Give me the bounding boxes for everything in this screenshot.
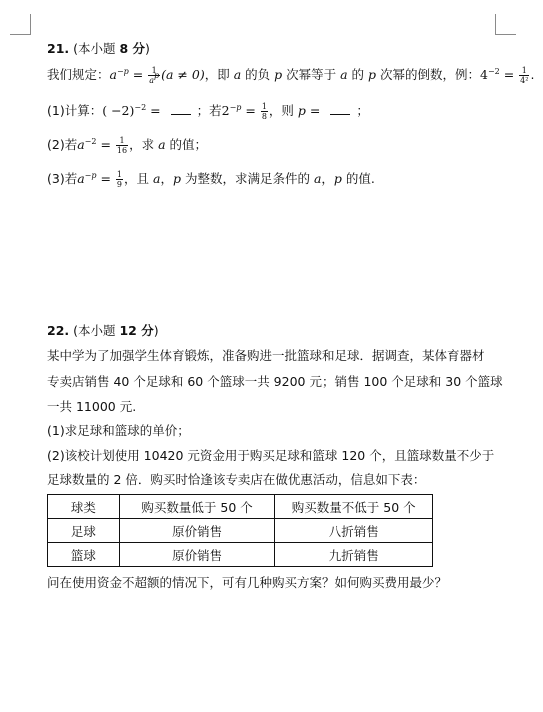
q21-rule-base: a [109, 67, 117, 82]
q22-part1: (1)求足球和篮球的单价； [47, 423, 190, 438]
q21-p1-eq: = [146, 103, 165, 118]
q21-p1-eq3: = [305, 103, 325, 118]
q21-p2: p [367, 67, 376, 82]
q21-p2-den: 16 [116, 146, 128, 155]
q21-p1-expr: ( −2) [102, 103, 135, 118]
q21-p1-p-answer-blank[interactable] [330, 103, 350, 115]
table-header-cell: 球类 [48, 495, 120, 519]
q22-paragraph-line-3: 一共 11000 元. [47, 399, 137, 414]
q21-heading [47, 40, 150, 58]
q21-mid5: 次幂的倒数，例： [376, 67, 480, 82]
table-cell: 篮球 [48, 543, 120, 567]
q21-a1: a [233, 67, 242, 82]
q21-mid2: 的负 [241, 67, 275, 82]
q21-p3-eq: = [96, 171, 115, 186]
q21-p1-end: ； [356, 103, 369, 118]
discount-table [47, 494, 433, 567]
q21-rule-frac-den-exp: p [154, 71, 160, 80]
q21-part2 [47, 136, 207, 155]
q22-score: 12 分 [119, 323, 154, 338]
q21-rule-frac-den-base: a [149, 76, 154, 85]
table-cell: 九折销售 [275, 543, 433, 567]
q21-p3-p: p [172, 171, 181, 186]
q21-part1 [47, 102, 369, 121]
q22-paragraph-line-2: 专卖店销售 40 个足球和 60 个篮球一共 9200 元；销售 100 个足球和 30 个篮球 [47, 374, 503, 389]
q21-p1-eq2: = [241, 103, 260, 118]
q22-note-open: (本小题 [69, 323, 120, 338]
q21-p3-comma: ， [160, 171, 173, 186]
q21-p1-exp2: −p [229, 103, 242, 112]
q21-p3-fraction [116, 170, 123, 189]
q22-final-question: 问在使用资金不超额的情况下，可有几种购买方案？如何购买费用最少？ [47, 575, 448, 590]
q21-p1-exp: −2 [134, 103, 147, 112]
q21-p3-exp: −p [84, 171, 97, 180]
q21-p3-text1: ，且 [124, 171, 153, 186]
q21-p3-a2: a [313, 171, 322, 186]
q21-p3-p2: p [333, 171, 342, 186]
crop-mark-top-right [495, 14, 516, 35]
q21-number: 21. [47, 41, 70, 56]
q21-p1-fraction [261, 102, 268, 121]
q21-rule-frac-num: 1 [148, 66, 160, 76]
q21-p3-comma2: ， [321, 171, 334, 186]
table-cell: 足球 [48, 519, 120, 543]
q21-note-close: ) [145, 41, 150, 56]
table-row [48, 519, 433, 543]
q21-p3-den: 9 [116, 180, 123, 189]
q21-part3 [47, 170, 375, 189]
q21-p1-base2: 2 [221, 103, 230, 118]
q21-p2-label: (2)若 [47, 137, 78, 152]
q21-example-end: . [530, 67, 535, 82]
q21-p1-num: 1 [261, 102, 267, 111]
q21-example-fraction [519, 66, 529, 85]
q21-note-open: (本小题 [69, 41, 120, 56]
table-cell: 原价销售 [119, 519, 275, 543]
q21-p3-num: 1 [116, 170, 123, 179]
table-cell: 原价销售 [119, 543, 275, 567]
q21-p1-answer-blank[interactable] [171, 103, 191, 115]
q21-p2-num: 1 [116, 136, 128, 146]
q21-p2-fraction [116, 136, 128, 155]
q22-part2-line-2: 足球数量的 2 倍．购买时恰逢该专卖店在做优惠活动，信息如下表： [47, 472, 426, 487]
q21-p1-sep: ；若 [196, 103, 222, 118]
q21-rule-condition: (a ≠ 0) [161, 67, 205, 82]
q21-p3-label: (3)若 [47, 171, 78, 186]
q21-p2-exp: −2 [84, 137, 97, 146]
q22-part2-line-1: (2)该校计划使用 10420 元资金用于购买足球和篮球 120 个，且篮球数量不少于 [47, 448, 495, 463]
q22-paragraph-line-1: 某中学为了加强学生体育锻炼，准备购进一批篮球和足球．据调查，某体育器材 [47, 348, 485, 363]
q21-p3-a: a [153, 171, 161, 186]
q21-example-eq: = [499, 67, 519, 82]
q21-a2: a [340, 67, 348, 82]
q21-p3-text2: 为整数，求满足条件的 [180, 171, 314, 186]
q21-mid3: 次幂等于 [282, 67, 341, 82]
q21-p3-end: 的值. [341, 171, 375, 186]
q22-note-close: ) [153, 323, 159, 338]
q21-intro-prefix: 我们规定： [47, 67, 110, 82]
q21-example-den: 4² [520, 76, 529, 85]
table-cell: 八折销售 [275, 519, 433, 543]
q21-rule-exp: −p [116, 67, 129, 76]
q21-rule-fraction [148, 66, 160, 85]
q22-heading [47, 322, 159, 340]
table-header-cell: 购买数量不低于 50 个 [275, 495, 433, 519]
q21-p1-then: ，则 [268, 103, 298, 118]
q21-p1-den: 8 [261, 112, 267, 121]
crop-mark-top-left [10, 14, 31, 35]
q21-example-exp: −2 [487, 67, 500, 76]
table-header-cell: 购买数量低于 50 个 [119, 495, 275, 519]
q22-number: 22. [47, 323, 70, 338]
q21-p2-base: a [77, 137, 85, 152]
q21-p1-p: p [297, 103, 306, 118]
q21-score: 8 分 [119, 41, 146, 56]
q21-example-lhs: 4 [479, 67, 488, 82]
q21-p1-label: (1)计算： [47, 103, 103, 118]
q21-mid4: 的 [347, 67, 368, 82]
q21-p2-eq: = [96, 137, 115, 152]
q21-intro-mid: ，即 [204, 67, 234, 82]
table-row [48, 543, 433, 567]
q21-p2-end: 的值； [165, 137, 207, 152]
table-header-row [48, 495, 433, 519]
q21-p1: p [274, 67, 283, 82]
q21-p2-a: a [158, 137, 166, 152]
q21-example-num: 1 [519, 66, 529, 76]
q21-p3-base: a [77, 171, 85, 186]
q21-definition [47, 66, 534, 85]
q21-rule-eq: = [128, 67, 148, 82]
q21-p2-text: ，求 [129, 137, 159, 152]
